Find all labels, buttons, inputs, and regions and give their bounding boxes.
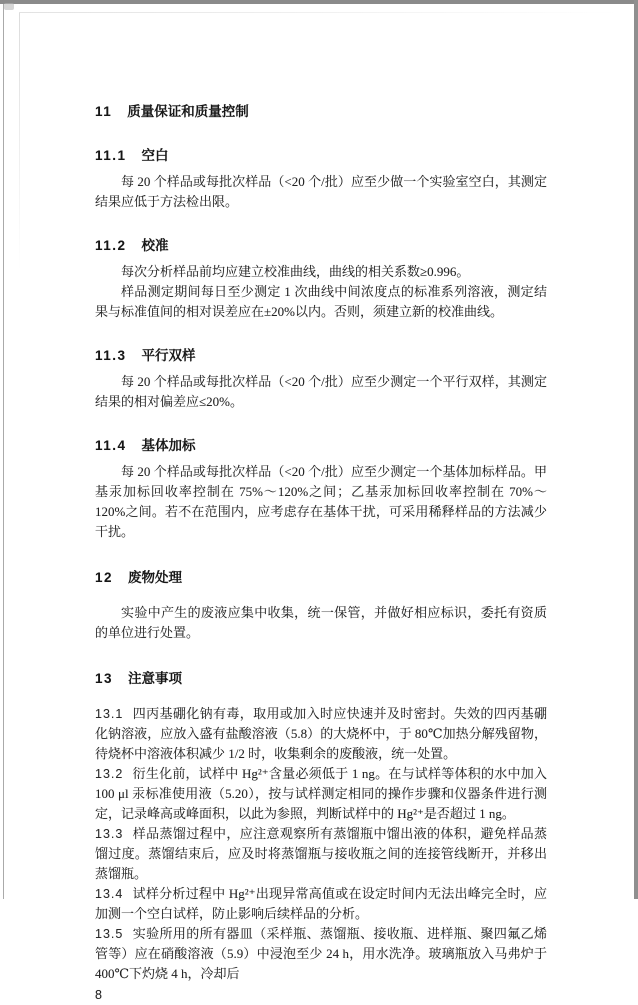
subsection-number: 11.4 [95, 438, 127, 453]
note-number: 13.2 [95, 767, 124, 781]
page-number: 8 [95, 988, 102, 1002]
scan-smudge [4, 3, 14, 10]
note-paragraph-13-4 [95, 884, 547, 924]
section-number: 13 [95, 671, 114, 686]
section-title: 质量保证和质量控制 [127, 104, 249, 119]
paragraph: 样品测定期间每日至少测定 1 次曲线中间浓度点的标准系列溶液，测定结果与标准值间的相对误差应在±20%以内。否则，须建立新的校准曲线。 [95, 284, 547, 319]
subsection-heading-11-3 [95, 346, 547, 366]
document-body [95, 76, 547, 1005]
section-number: 12 [95, 570, 114, 585]
page-edge-line [3, 4, 4, 899]
note-paragraph-13-2 [95, 764, 547, 824]
section-heading-12 [95, 568, 547, 588]
note-number: 13.4 [95, 887, 124, 901]
paragraph: 每次分析样品前均应建立校准曲线，曲线的相关系数≥0.996。 [121, 264, 470, 279]
subsection-heading-11-4 [95, 436, 547, 456]
subsection-number: 11.3 [95, 348, 127, 363]
scan-artifact-vertical [19, 12, 20, 272]
subsection-title: 平行双样 [141, 348, 196, 363]
note-number: 13.1 [95, 707, 124, 721]
scan-border-right [634, 0, 638, 899]
scan-border-top [0, 0, 638, 4]
paragraph: 实验中产生的废液应集中收集，统一保管，并做好相应标识，委托有资质的单位进行处置。 [95, 605, 547, 640]
paragraph: 每 20 个样品或每批次样品（<20 个/批）应至少测定一个基体加标样品。甲基汞加标回收率控制在 75%～120%之间；乙基汞加标回收率控制在 70%～120%之间。若不在范围内，应考虑存在基体干扰，可采用稀释样品的方法减少干扰。 [95, 464, 547, 539]
note-number: 13.3 [95, 827, 124, 841]
paragraph: 每 20 个样品或每批次样品（<20 个/批）应至少测定一个平行双样，其测定结果的相对偏差应≤20%。 [95, 374, 547, 409]
note-text: 四丙基硼化钠有毒，取用或加入时应快速并及时密封。失效的四丙基硼化钠溶液，应放入盛有盐酸溶液（5.8）的大烧杯中，于 80℃加热分解残留物，待烧杯中溶液体积减少 1/2 时，收集剩余的废酸液，统一处置。 [95, 706, 547, 761]
section-heading-11 [95, 102, 547, 122]
scan-artifact-horizontal [19, 12, 619, 13]
note-text: 样品蒸馏过程中，应注意观察所有蒸馏瓶中馏出液的体积，避免样品蒸馏过度。蒸馏结束后，应及时将蒸馏瓶与接收瓶之间的连接管线断开，并移出蒸馏瓶。 [95, 826, 547, 881]
note-paragraph-13-5 [95, 924, 547, 984]
note-number: 13.5 [95, 927, 124, 941]
section-heading-13 [95, 669, 547, 689]
subsection-heading-11-1 [95, 146, 547, 166]
subsection-number: 11.1 [95, 148, 127, 163]
subsection-number: 11.2 [95, 238, 127, 253]
note-paragraph-13-3 [95, 824, 547, 884]
paragraph: 每 20 个样品或每批次样品（<20 个/批）应至少做一个实验室空白，其测定结果应低于方法检出限。 [95, 174, 547, 209]
note-text: 实验所用的所有器皿（采样瓶、蒸馏瓶、接收瓶、进样瓶、聚四氟乙烯管等）应在硝酸溶液（5.9）中浸泡至少 24 h，用水洗净。玻璃瓶放入马弗炉于 400℃下灼烧 4 h，冷却后 [95, 926, 547, 981]
subsection-title: 基体加标 [141, 438, 196, 453]
note-text: 衍生化前，试样中 Hg²⁺含量必须低于 1 ng。在与试样等体积的水中加入 100 μl 汞标准使用液（5.20），按与试样测定相同的操作步骤和仪器条件进行测定，记录峰高或峰面积，以此为参照，判断试样中的 Hg²⁺是否超过 1 ng。 [95, 766, 547, 821]
subsection-heading-11-2 [95, 236, 547, 256]
section-title: 注意事项 [128, 671, 183, 686]
note-paragraph-13-1 [95, 704, 547, 764]
subsection-title: 空白 [141, 148, 169, 163]
subsection-title: 校准 [141, 238, 169, 253]
section-number: 11 [95, 104, 113, 119]
section-title: 废物处理 [128, 570, 183, 585]
note-text: 试样分析过程中 Hg²⁺出现异常高值或在设定时间内无法出峰完全时，应加测一个空白试样，防止影响后续样品的分析。 [95, 886, 547, 921]
